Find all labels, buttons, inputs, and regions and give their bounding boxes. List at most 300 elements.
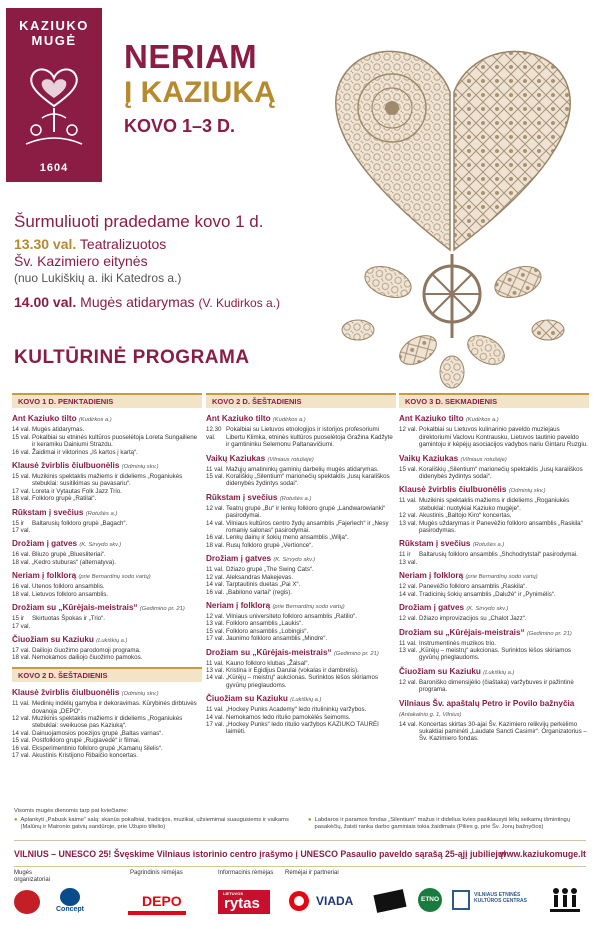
event-description: Pokalbiai su Lietuvos kulinarinio paveldo muziejaus direktoriumi Vaclovu Kontrausku, Lietuvos tautinio paveldo gamintoju ir kėpėjų asociacijos vadybos nariu Gintaru Ruzgiu. xyxy=(419,426,588,449)
event-time: 13 val. xyxy=(399,519,418,527)
event-description: Korališkių „Silentium“ marionečių spektaklis „Iusų karališkos didenybės žydintys sodai“. xyxy=(226,473,390,488)
program-section xyxy=(12,414,202,456)
event-row xyxy=(12,715,202,730)
event-description: Baltarusių folkloro ansamblis „Shchodrytstal“ pasirodymai. xyxy=(419,551,578,559)
event-description: „Hockey Punks“ ledo ritulio varžybos KAZIUKO TAURĖI laimėti. xyxy=(226,720,379,736)
event-time: 12 val. xyxy=(399,512,418,520)
event-description: Vilniaus kultūros centro žydų ansamblis „Fajerlech“ ir „Nesy romaniy salonas“ pasirodymai. xyxy=(226,519,389,535)
event-time: 14 val. xyxy=(12,426,31,434)
event-description: Muzikinis spektaklis mažiems ir dideliems „Roganiukės stebuklai: sveikuose pas Kaziuką“. xyxy=(32,714,183,730)
section-title xyxy=(12,414,202,425)
logo-year: 1604 xyxy=(39,162,69,174)
event-description: Džiazo improvizacijos su „Chalot Jazz“. xyxy=(419,615,527,623)
section-title-text: Neriam į folklorą xyxy=(206,600,271,610)
headline-kaziuka: Į KAZIUKĄ xyxy=(124,76,276,109)
event-row xyxy=(206,520,396,535)
program-section xyxy=(399,667,589,694)
general-sponsor-label: Pagrindinis rėmėjas xyxy=(130,870,183,876)
day2-column xyxy=(206,393,396,741)
section-title-text: Klausė žvirblis čiulbuonėlis xyxy=(399,485,507,495)
section-location: (Lukiškių a.) xyxy=(96,637,128,644)
event-description: „Babilono vartai“ (regis). xyxy=(226,588,293,596)
program-section xyxy=(399,699,589,743)
event-description: Koncertas skirtas 30-ajai Šv. Kazimiero relikvijų perkėlimo sukaktiai paminėti „Laudate Sancti Casimir“. Organizatorius – Šv. Kazimiero fondas. xyxy=(419,720,587,743)
event-row xyxy=(12,434,202,449)
event-description: Utenos folkloro ansamblis. xyxy=(32,583,105,591)
event-description: Rusų folkloro grupė „Vertionce“. xyxy=(226,541,314,549)
event-description: Mugės uždarymas ir Panevėžio folkloro ansamblis „Raskila“ pasirodymas. xyxy=(419,519,583,535)
event-description: Postfolkloro grupė „Rugiavėdė“ ir filmai. xyxy=(32,737,141,745)
section-title-text: Drožiam į gatves xyxy=(399,603,465,613)
section-title xyxy=(206,648,396,659)
vilnius-logo-icon xyxy=(14,890,40,914)
event-row xyxy=(206,534,396,541)
program-section xyxy=(12,688,202,759)
event2-where: (V. Kudirkos a.) xyxy=(198,296,281,310)
section-location: (Antakalnio g. 1, Vilnius) xyxy=(399,711,462,718)
event-description: Lietuvos folkloro ansamblis. xyxy=(32,590,109,598)
section-location: (K. Sirvydo skv.) xyxy=(466,606,509,613)
section-title xyxy=(399,667,589,678)
section-location: (prie Bernardinų sodo vartų) xyxy=(78,574,151,581)
event-time: 15 val. xyxy=(399,465,418,473)
event-time: 17 val. xyxy=(206,720,225,728)
event-row xyxy=(206,674,396,689)
event-row xyxy=(399,679,589,694)
event-description: „Kūrėjų – meistrų“ aukcionas. Surinktos lėšos skiriamos gyvūnų prieglaudoms. xyxy=(226,674,378,689)
event-row xyxy=(12,551,202,558)
event-time: 15 val. xyxy=(206,473,225,481)
event-time: 14 val. xyxy=(399,720,418,728)
event-row xyxy=(206,635,396,642)
section-title-text: Čiuožiam su Kaziuku xyxy=(399,666,481,676)
section-title xyxy=(12,571,202,582)
info-sponsor-label: Informacinis rėmėjas xyxy=(218,870,274,876)
event-row xyxy=(206,566,396,573)
event-time: 11 ir 13 val. xyxy=(399,551,418,566)
depo-logo-text: DEPO xyxy=(142,893,182,909)
event-description: Aleksandras Makejevas. xyxy=(226,573,294,581)
rytas-logo-small: LIETUVOS xyxy=(223,891,244,896)
section-title xyxy=(399,414,589,425)
event-time: 14 val. xyxy=(399,590,418,598)
section-location: (Gedimino pr. 21) xyxy=(139,606,185,613)
centras-logo-icon xyxy=(452,890,470,910)
event-description: Korališkių „Silentium“ marionečių spektaklis „Iusų karališkos didenybės žydintys sodai“. xyxy=(419,465,583,481)
event-description: „Hockey Punks Academy“ ledo ritulininkų varžybos. xyxy=(226,706,367,714)
section-title-text: Drožiam su „Kūrėjais-meistrais“ xyxy=(206,647,332,657)
event-time: 17 val. xyxy=(12,646,31,654)
event-row xyxy=(399,647,589,662)
divider xyxy=(14,866,586,867)
website-link[interactable]: www.kaziukomuge.lt xyxy=(499,849,586,859)
section-title xyxy=(12,539,202,550)
event-description: Pokalbiai su etninės kultūros puoselėtoja Loreta Sungailiene ir keramiku Dainiumi Strazdu. xyxy=(32,433,198,449)
section-title-text: Neriam į folklorą xyxy=(12,571,77,581)
program-section xyxy=(399,485,589,534)
event-description: Baroniško dimensijėlio (čiaštaka) varžybuves ir pažintinė programa. xyxy=(419,678,574,694)
event-time: 14 val. xyxy=(206,674,225,682)
section-title-text: Klausė žvirblis čiulbuonėlis xyxy=(12,461,120,471)
event-description: Jaunimo folkloro ansamblis „Mindre“. xyxy=(226,635,328,643)
event-time: 11 val. xyxy=(12,700,30,708)
event-description: Tarptautinis duetas „Pai X“. xyxy=(226,581,301,589)
program-section xyxy=(12,571,202,598)
headline-dates: KOVO 1–3 D. xyxy=(124,116,236,136)
event-description: Panevėžio folkloro ansamblis „Raskila“. xyxy=(419,583,527,591)
section-title xyxy=(12,688,202,699)
event-row xyxy=(206,620,396,627)
event-description: Teatrų grupė „Bu“ ir lenkų folkloro grupė „Landwarowianki“ pasirodymai. xyxy=(226,504,386,520)
section-title-text: Čiuožiam su Kaziuku xyxy=(12,634,94,644)
event-description: Eksperimentinio folkloro grupė „Kamanų šilelis“. xyxy=(32,744,163,752)
event-time: 18 val. xyxy=(12,654,31,662)
event-description: Mažųjų amatininkų gaminių darbelių mugės atidarymas. xyxy=(226,465,379,473)
section-title xyxy=(12,603,202,614)
depo-logo xyxy=(128,893,186,915)
section-location: (Vilniaus rotušėje) xyxy=(460,456,507,463)
section-location: (Rotušės a.) xyxy=(472,542,505,549)
event-row xyxy=(206,660,396,667)
event-time: 11 val. xyxy=(206,465,224,473)
event1-where: (nuo Lukiškių a. iki Katedros a.) xyxy=(14,271,182,285)
event-opening xyxy=(14,294,280,310)
program-section xyxy=(206,414,396,448)
event-time: 11 val. xyxy=(399,639,417,647)
section-title-text: Klausė žvirblis čiulbuonėlis xyxy=(12,688,120,698)
event2-time: 14.00 val. xyxy=(14,294,77,310)
logo-line1: KAZIUKO xyxy=(19,18,89,33)
section-location: (Rotušės a.) xyxy=(279,495,312,502)
event-description: Tradicinių šokių ansamblis „Dalužė“ ir „Pynimėlis“. xyxy=(419,590,556,598)
section-title-text: Drožiam į gatves xyxy=(206,554,272,564)
event1-title-a: Teatralizuotos xyxy=(79,236,167,252)
event-row xyxy=(206,613,396,620)
event-row xyxy=(12,737,202,744)
event-description: Dainuojamosios poezijos grupė „Baltas varnas“. xyxy=(32,729,164,737)
etno-logo xyxy=(418,888,442,912)
event-time: 12 val. xyxy=(206,573,225,581)
event-time: 17 val. xyxy=(12,487,31,495)
event-description: Skirtuotas Špokas ir „Trio“. xyxy=(32,615,106,623)
section-title xyxy=(399,628,589,639)
banner-message: VILNIUS – UNESCO 25! Švęskime Vilniaus istorinio centro įrašymo į UNESCO Pasaulio paveldo sąrašą 25-ąjį jubiliejų! xyxy=(14,849,507,859)
heart-emblem-icon xyxy=(6,48,102,158)
event-row xyxy=(399,512,589,519)
program-section xyxy=(206,601,396,643)
event-time: 12 val. xyxy=(399,678,418,686)
section-location: (K. Sirvydo skv.) xyxy=(79,542,122,549)
event-time: 15 ir 17 val. xyxy=(12,519,31,535)
event-description: Folkloro grupė „Ratilai“. xyxy=(32,495,97,503)
event-time: 16 val. xyxy=(12,448,31,456)
day1-column xyxy=(12,393,202,764)
viada-logo-icon xyxy=(288,890,310,912)
event-description: Muzikinis spektaklis mažiems ir dideliems „Roganiukės stebuklai: susitikimas su pavasariu“. xyxy=(32,473,183,488)
section-location: (Kudirkos a.) xyxy=(78,417,112,424)
section-location: (Lukiškių a.) xyxy=(483,669,515,676)
event1-time: 13.30 val. xyxy=(14,236,77,252)
event-description: Instrumentinės muzikos trio. xyxy=(419,639,497,647)
event-row xyxy=(12,647,202,654)
event-row xyxy=(206,466,396,473)
section-title-text: Vaikų Kaziukas xyxy=(206,453,266,463)
event-time: 16 val. xyxy=(12,583,31,591)
event-description: Kristina ir Egidijus Darulai (vokalas ir dambrelis). xyxy=(226,666,359,674)
event-row xyxy=(206,574,396,581)
concept-logo-icon xyxy=(60,888,80,906)
event-row xyxy=(206,581,396,588)
event-description: Pokalbiai su Lietuvos etnologijos ir istorijos profesoriumi Libertu Klimka, etninės kultūros puoselėtoja Gražina Kadžyte ir gamtininku Selemonu Paltanavičiumi. xyxy=(226,426,393,449)
rytas-logo xyxy=(218,890,270,914)
event-row xyxy=(12,752,202,759)
section-title-text: Čiuožiam su Kaziuku xyxy=(206,694,288,704)
lace-heart-illustration-icon xyxy=(322,32,584,392)
section-title-text: Vaikų Kaziukas xyxy=(399,453,459,463)
event-time: 16 val. xyxy=(12,744,31,752)
program-section xyxy=(399,454,589,481)
section-title xyxy=(12,461,202,472)
event-description: Kauno folkloro klubas „Žalsal“. xyxy=(226,659,310,667)
event-time: 13 val. xyxy=(206,620,225,628)
section-title xyxy=(399,603,589,614)
event-description: „Kedro stuburas“ (alternatyva). xyxy=(32,558,116,566)
section-title xyxy=(12,635,202,646)
event-description: Nemokamos ledo ritulio pamokėlės šeimoms. xyxy=(226,713,351,721)
section-title xyxy=(399,485,589,496)
event-time: 15 val. xyxy=(206,627,225,635)
event-row xyxy=(399,640,589,647)
event-description: Žaidimai ir viktorinos „Iš kartos į kartą“. xyxy=(32,448,138,456)
event-description: Akustinis Kristijono Ribaičio koncertas. xyxy=(32,751,138,759)
event-time: 12 val. xyxy=(206,504,225,512)
section-title xyxy=(399,571,589,582)
event-description: „Kūrėjų – meistrų“ aukcionas. Surinktos lėšos skiriamos gyvūnų prieglaudoms. xyxy=(419,646,571,662)
event-time: 17 val. xyxy=(12,751,31,759)
section-title-text: Vilniaus Šv. apaštalų Petro ir Povilo bažnyčia xyxy=(399,698,575,708)
centras-logo-text: VILNIAUS ETNINĖS KULTŪROS CENTRAS xyxy=(474,892,527,904)
etno-logo-text: ETNO xyxy=(421,896,440,903)
event-row xyxy=(12,591,202,598)
event-row xyxy=(12,449,202,456)
section-title-text: Neriam į folklorą xyxy=(399,571,464,581)
section-title-text: Ant Kaziuko tilto xyxy=(206,414,271,424)
bullet-icon: ● xyxy=(308,817,312,823)
event-description: Dailiojo čiuožimo parodomoji programa. xyxy=(32,646,141,654)
event-row xyxy=(12,520,202,535)
event-time: 14 val. xyxy=(206,519,225,527)
event-description: Folkloro ansamblis „Laukis“. xyxy=(226,620,304,628)
event-time: 15 val. xyxy=(12,737,31,745)
concept-logo xyxy=(56,888,84,913)
event-time: 16 val. xyxy=(12,551,31,559)
section-title xyxy=(399,699,589,720)
kaziuko-muge-logo xyxy=(6,8,102,182)
event-row xyxy=(12,654,202,661)
event-row xyxy=(206,706,396,713)
event-description: Baltarusių folkloro grupė „Bagach“. xyxy=(32,519,128,527)
event-row xyxy=(399,520,589,535)
section-title-text: Drožiam su „Kūrėjais-meistrais“ xyxy=(12,603,138,613)
event-description: Mugės atidarymas. xyxy=(32,426,85,434)
event-row xyxy=(206,473,396,488)
event-row xyxy=(12,730,202,737)
day-header: KOVO 2 D. ŠEŠTADIENIS xyxy=(12,667,202,682)
notes-lead: Visomis mugės dienomis tarp pat kviečiame: xyxy=(14,808,129,814)
notes-section xyxy=(14,808,586,831)
event-time: 14 val. xyxy=(12,729,31,737)
section-title xyxy=(206,493,396,504)
section-title-text: Rūkstam į svečius xyxy=(399,539,471,549)
event-time: 18 val. xyxy=(206,541,225,549)
event-description: Džiazo grupė „The Swing Cats“. xyxy=(226,566,314,574)
event-time: 14 val. xyxy=(206,581,225,589)
event-row xyxy=(399,583,589,590)
event-time: 18 val. xyxy=(12,495,31,503)
organizers-label: Mugės organizatoriai xyxy=(14,870,51,883)
event-description: Vilniaus universiteto folkloro ansamblis „Ratilio“. xyxy=(226,612,357,620)
event-row xyxy=(206,667,396,674)
section-title xyxy=(399,539,589,550)
concept-logo-text: Concept xyxy=(56,906,84,913)
day-header: KOVO 3 D. SEKMADIENIS xyxy=(399,393,589,408)
event-row xyxy=(206,505,396,520)
event-row xyxy=(206,426,396,448)
event-row xyxy=(399,466,589,481)
section-location: (Odminių skv.) xyxy=(508,488,546,495)
program-section xyxy=(12,603,202,630)
section-title xyxy=(206,454,396,465)
unesco-banner xyxy=(0,849,600,865)
event-time: 11 val. xyxy=(206,659,224,667)
section-title xyxy=(206,414,396,425)
day-header: KOVO 2 D. ŠEŠTADIENIS xyxy=(206,393,396,408)
event-time: 12 val. xyxy=(12,714,31,722)
event1-title-b: Šv. Kazimiero eitynės xyxy=(14,253,148,269)
section-location: (Rotušės a.) xyxy=(85,510,118,517)
section-location: (Kudirkos a.) xyxy=(465,417,499,424)
section-location: (Odminių skv.) xyxy=(121,464,159,471)
event-time: 12.30 val. xyxy=(206,426,222,441)
program-section xyxy=(12,461,202,503)
event-time: 15 val. xyxy=(12,473,31,481)
event-time: 12 val. xyxy=(399,615,418,623)
section-title xyxy=(399,454,589,465)
event-description: Medinių indėlių gamyba ir dekoravimas. Kūrybinės dirbtuvės dovanoja „DEPO“. xyxy=(32,700,197,715)
program-section xyxy=(12,635,202,662)
section-title-text: Rūkstam į svečius xyxy=(206,492,278,502)
event-time: 12 val. xyxy=(206,612,225,620)
event-time: 16 val. xyxy=(206,588,225,596)
event-description: Akustinis „Baltojo Kiro“ koncertas. xyxy=(419,512,512,520)
event-time: 18 val. xyxy=(12,558,31,566)
dancers-logo-icon xyxy=(548,886,582,914)
intro-text: Šurmuliuoti pradedame kovo 1 d. xyxy=(14,212,264,231)
event-time: 13 val. xyxy=(206,666,225,674)
section-location: (Kudirkos a.) xyxy=(272,417,306,424)
viada-logo-text: VIADA xyxy=(316,894,354,908)
rytas-logo-text: rytas xyxy=(224,895,260,912)
event-row xyxy=(12,488,202,495)
event-row xyxy=(12,700,202,715)
section-title-text: Ant Kaziuko tilto xyxy=(12,414,77,424)
event-row xyxy=(12,495,202,502)
event-time: 16 val. xyxy=(206,534,225,542)
section-location: (Odminių skv.) xyxy=(121,691,159,698)
event-time: 17 val. xyxy=(206,635,225,643)
partner-logo-icon xyxy=(373,889,406,913)
event-description: Folkloro ansamblis „Lobingis“. xyxy=(226,627,309,635)
event-row xyxy=(12,583,202,590)
section-title-text: Drožiam į gatves xyxy=(12,539,78,549)
event-time: 12 val. xyxy=(399,426,418,434)
section-location: (Gedimino pr. 21) xyxy=(333,650,379,657)
program-section xyxy=(399,414,589,448)
event-time: 11 val. xyxy=(206,566,224,574)
section-title xyxy=(206,694,396,705)
day-header: KOVO 1 D. PENKTADIENIS xyxy=(12,393,202,408)
event-row xyxy=(399,426,589,448)
program-section xyxy=(399,628,589,662)
program-section xyxy=(206,454,396,488)
event-time: 12 val. xyxy=(399,583,418,591)
event-description: Nemokamos dailiojo čiuožimo pamokos. xyxy=(32,654,143,662)
event-description: Muzikinis spektaklis mažiems ir dideliems „Roganiukės stebuklai: nuotykiai Kaziuko mugėje“. xyxy=(419,497,570,512)
event-time: 13 val. xyxy=(399,646,418,654)
event-row xyxy=(206,714,396,721)
bullet-icon: ● xyxy=(14,817,18,823)
event-description: Loreta ir Vytautas Folk Jazz Trio. xyxy=(32,487,122,495)
section-title xyxy=(206,601,396,612)
event-row xyxy=(12,473,202,488)
event-row xyxy=(399,591,589,598)
event-row xyxy=(399,721,589,743)
program-section xyxy=(206,694,396,736)
event-time: 15 ir 17 val. xyxy=(12,615,31,630)
program-section xyxy=(12,539,202,566)
event-row xyxy=(206,542,396,549)
section-title-text: Ant Kaziuko tilto xyxy=(399,414,464,424)
event-row xyxy=(12,426,202,433)
program-section xyxy=(206,493,396,549)
event-row xyxy=(12,559,202,566)
divider xyxy=(14,840,586,841)
section-title xyxy=(206,554,396,565)
event-row xyxy=(206,628,396,635)
event-time: 14 val. xyxy=(206,713,225,721)
section-location: (Lukiškių a.) xyxy=(290,697,322,704)
event-row xyxy=(206,721,396,736)
headline-neriam: NERIAM xyxy=(124,38,258,75)
section-title-text: Rūkstam į svečius xyxy=(12,507,84,517)
program-section xyxy=(12,508,202,535)
logo-line2: MUGĖ xyxy=(31,33,77,48)
event-row xyxy=(399,551,589,566)
section-location: (K. Sirvydo skv.) xyxy=(273,557,316,564)
notes-right: Labdaros ir paramos fondas „Silentium“ mažus ir didelius kvies pasiklausyti lėlių seikamų išmintingų pasakėčių, žaisti ranka darbo gaminiais tokia žaidimais (Pilies g. prie Šv. Jonų bažnyčios) xyxy=(314,817,571,830)
event-row xyxy=(12,615,202,630)
event-time: 11 val. xyxy=(399,497,417,505)
event-row xyxy=(399,497,589,512)
section-location: (Vilniaus rotušėje) xyxy=(267,456,314,463)
section-location: (Gedimino pr. 21) xyxy=(526,630,572,637)
section-location: (prie Bernardinų sodo vartų) xyxy=(272,603,345,610)
partners-label: Rėmėjai ir partneriai xyxy=(285,870,339,876)
section-location: (prie Bernardinų sodo vartų) xyxy=(465,574,538,581)
event-row xyxy=(12,745,202,752)
program-section xyxy=(206,648,396,690)
program-section xyxy=(399,571,589,598)
